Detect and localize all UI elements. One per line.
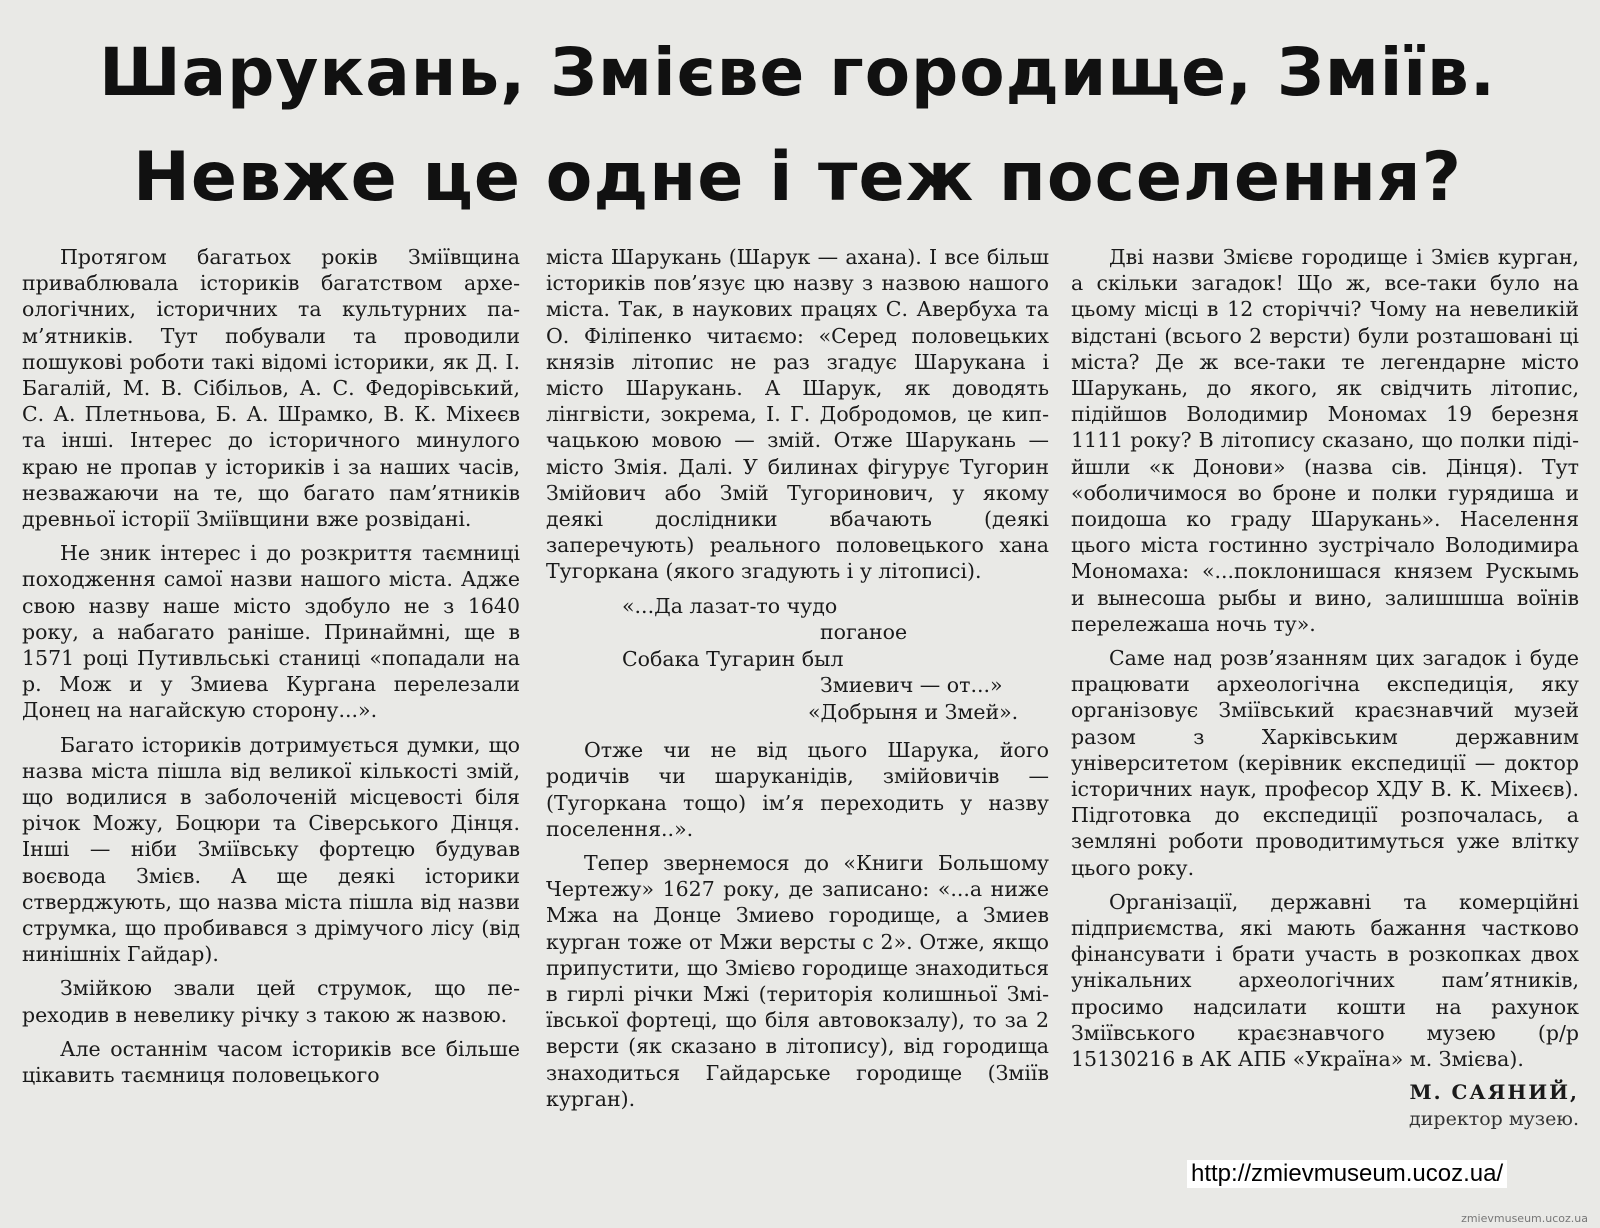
column-2 (546, 244, 1049, 1120)
author-name: М. САЯНИЙ, (1409, 1080, 1579, 1105)
paragraph: Дві назви Змієве городище і Змієв курган, а скільки загадок! Що ж, все-таки було на цьому місці в 12 сторіччі? Чому на невеликій відстані (всього 2 версти) були розташовані ці міста? Де ж все-таки те легендарне місто Шарукань, до якого, як свідчить літопис, підійшов Володимир Мономах 19 березня 1111 року? В літопису сказано, що полки підійшли «к Донови» (назва сів. Дінця). Тут «оболичимося во броне и полки гурядиша и поидоша ко граду Шарукань». Населення цього міста гостинно зустрічало Володимира Мономаха: «...поклонишася князем Рускымь и вынесоша рыбы и вино, залишшша воїнів перележаша ночь ту». (1071, 245, 1579, 636)
headline (20, 18, 1575, 228)
verse-line: «...Да лазат-то чудо (622, 593, 838, 618)
watermark: zmievmuseum.ucoz.ua (1461, 1212, 1588, 1225)
verse-source: «Добрыня и Змей». (808, 699, 1019, 724)
paragraph: Тепер звернемося до «Книги Большому Чертежу» 1627 року, де записано: «...а ниже Мжа на Донце Змиево городище, а Змиев курган тоже от Мжи версты с 2». Отже, якщо припустити, що Змієво городище знаходиться в гирлі річки Мжі (територія колишньої Зміївської фортеці, що біля автовокзалу), то за 2 версти (як сказано в літопису), від городища знаходиться Гайдарське городище (Зміїв курган). (546, 850, 1049, 1111)
paragraph: Протягом багатьох років Зміївщина приваблювала істориків багатством археологічних, історичних та культурних пам’ятників. Тут побували та проводили пошукові роботи такі відомі історики, як Д. І. Багалій, М. В. Сібільов, А. С. Федорівський, С. А. Плетньова, Б. А. Шрамко, В. К. Міхеєв та інші. Інтерес до історичного минулого краю не пропав у істориків і за наших часів, незважаючи на те, що багато пам’ятників древньої історії Зміївщини вже розвідані. (22, 245, 520, 532)
column-1 (22, 244, 520, 1096)
paragraph: міста Шарукань (Шарук — ахана). І все більш істориків пов’язує цю назву з назвою нашого міста. Так, в наукових працях С. Авербуха та О. Філіпенко читаємо: «Серед половецьких князів літопис не раз згадує Шарукана і місто Шарукань. А Шарук, як доводять лінгвісти, зокрема, І. Г. Добродомов, це кипчацькою мовою — змій. Отже Шарукань — місто Змія. Далі. У билинах фігурує Тугорин Змійович або Змій Тугоринович, у якому деякі дослідники вбачають (деякі заперечують) реального половецького хана Тугоркана (якого згадують і у літописі). (546, 245, 1049, 584)
headline-line-2: Невже це одне і теж поселення? (132, 138, 1463, 217)
paragraph: Саме над розв’язанням цих загадок і буде працювати археологічна експедиція, яку організовує Зміївський краєзнавчий музей разом з Харківським державним університетом (керівник експедиції — доктор історичних наук, професор ХДУ В. К. Міхеєв). Підготовка до експедиції розпочалась, а земляні роботи проводитимуться уже влітку цього року. (1071, 646, 1579, 880)
headline-line-1: Шарукань, Змієве городище, Зміїв. (99, 34, 1496, 111)
paragraph: Але останнім часом істориків все більше цікавить таємниця половецького (22, 1036, 520, 1088)
paragraph: Багато істориків дотримується думки, що назва міста пішла від великої кількості змій, що водилися в заболоченій місцевості біля річок Можу, Боцюри та Сіверського Дінця. Інші — ніби Зміївську фортецю будував воєвода Змієв. А ще деякі історики стверджують, що назва міста пішла від назви струмка, що пробивався з дрімучого лісу (від нинішніх Гайдар). (22, 732, 520, 967)
paragraph: Організації, державні та комерційні підприємства, які мають бажання частково фінансувати і брати участь в розкопках двох унікальних археологічних пам’ятників, просимо надсилати кошти на рахунок Зміївського краєзнавчого музею (р/р 15130216 в АК АПБ «Україна» м. Змієва). (1071, 889, 1579, 1072)
verse-line: Собака Тугарин был (622, 646, 844, 671)
source-url[interactable]: http://zmievmuseum.ucoz.ua/ (1187, 1160, 1507, 1188)
paragraph: Не зник інтерес і до розкриття таємниці походження самої назви нашого міста. Адже свою назву наше місто здобуло не з 1640 року, а набагато раніше. Принаймні, ще в 1571 році Путивльські станиці «попадали на р. Мож и у Змиева Кургана перелезали Донец на нагайскую сторону...». (22, 541, 520, 723)
column-3 (1071, 244, 1579, 1130)
verse-line: поганое (820, 620, 908, 645)
paragraph: Змійкою звали цей струмок, що переходив в невелику річку з такою ж назвою. (22, 976, 520, 1027)
verse-line: Змиевич — от...» (820, 673, 1003, 698)
paragraph: Отже чи не від цього Шарука, його родичів чи шаруканідів, змійовичів — (Тугоркана тощо) ім’я переходить у назву поселення..». (546, 738, 1049, 841)
author-role: директор музею. (1409, 1108, 1579, 1131)
verse-quote (546, 593, 1049, 726)
